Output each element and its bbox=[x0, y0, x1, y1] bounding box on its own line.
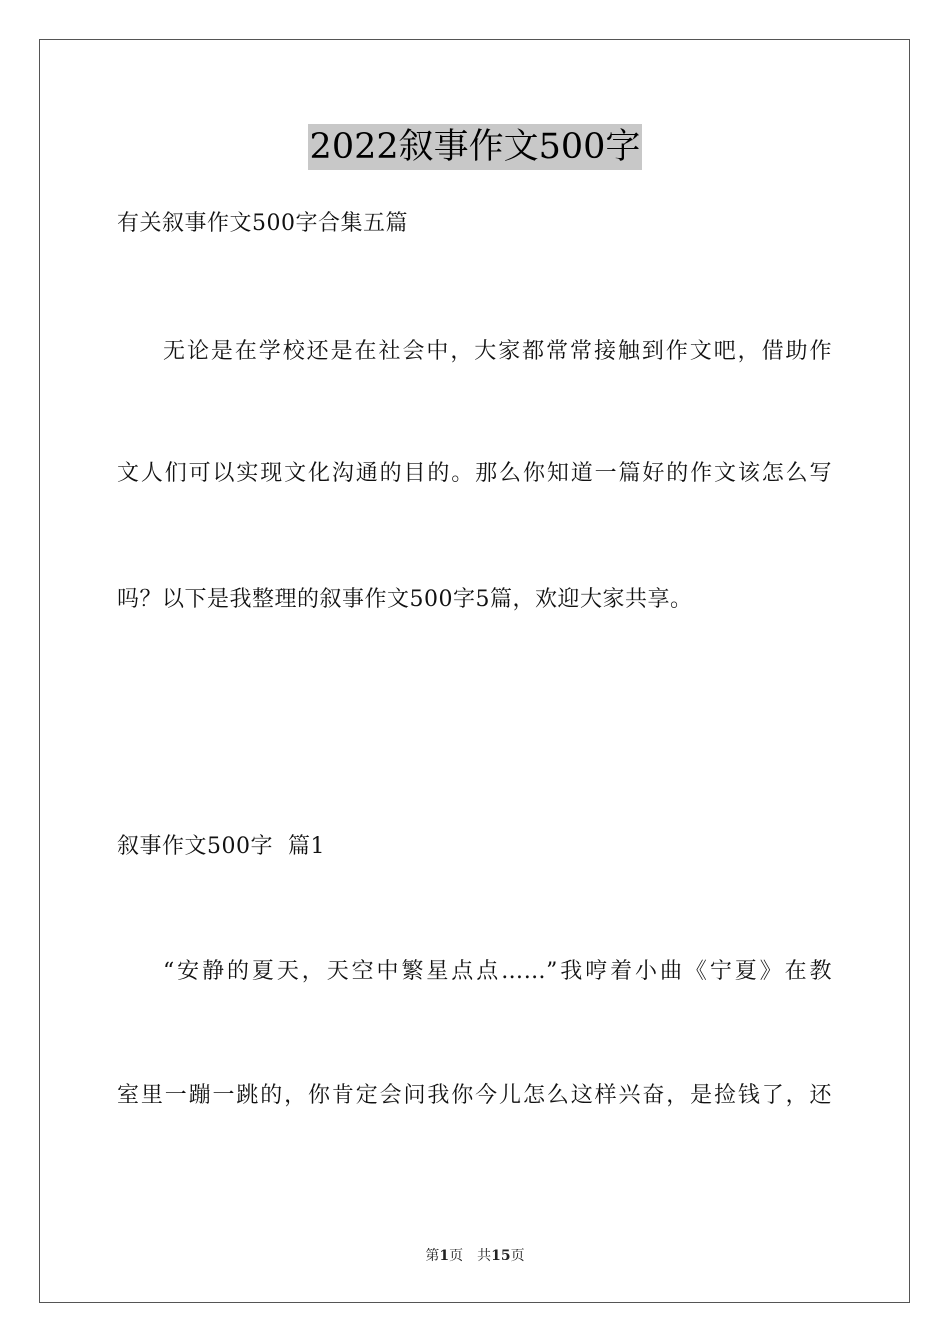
total-suffix: 页 bbox=[510, 1248, 525, 1264]
total-prefix: 共 bbox=[477, 1248, 492, 1264]
body-line-2: 室里一蹦一跳的，你肯定会问我你今儿怎么这样兴奋，是捡钱了，还 bbox=[117, 1083, 832, 1108]
body-line-1: “安静的夏天，天空中繁星点点……”我哼着小曲《宁夏》在教 bbox=[163, 959, 832, 984]
intro-line-1: 无论是在学校还是在社会中，大家都常常接触到作文吧，借助作 bbox=[163, 339, 832, 364]
page-number: 1 bbox=[439, 1248, 450, 1264]
intro-line-3: 吗？以下是我整理的叙事作文500字5篇，欢迎大家共享。 bbox=[117, 587, 693, 612]
page-prefix: 第 bbox=[425, 1248, 440, 1264]
document-title: 2022叙事作文500字 bbox=[308, 124, 643, 170]
intro-line-2: 文人们可以实现文化沟通的目的。那么你知道一篇好的作文该怎么写 bbox=[117, 461, 832, 486]
document-subtitle: 有关叙事作文500字合集五篇 bbox=[117, 211, 408, 236]
title-wrapper bbox=[0, 124, 950, 170]
page-footer bbox=[0, 1246, 950, 1266]
page-suffix: 页 bbox=[449, 1248, 464, 1264]
total-pages: 15 bbox=[491, 1248, 511, 1264]
section-heading: 叙事作文500字 篇1 bbox=[117, 834, 325, 859]
